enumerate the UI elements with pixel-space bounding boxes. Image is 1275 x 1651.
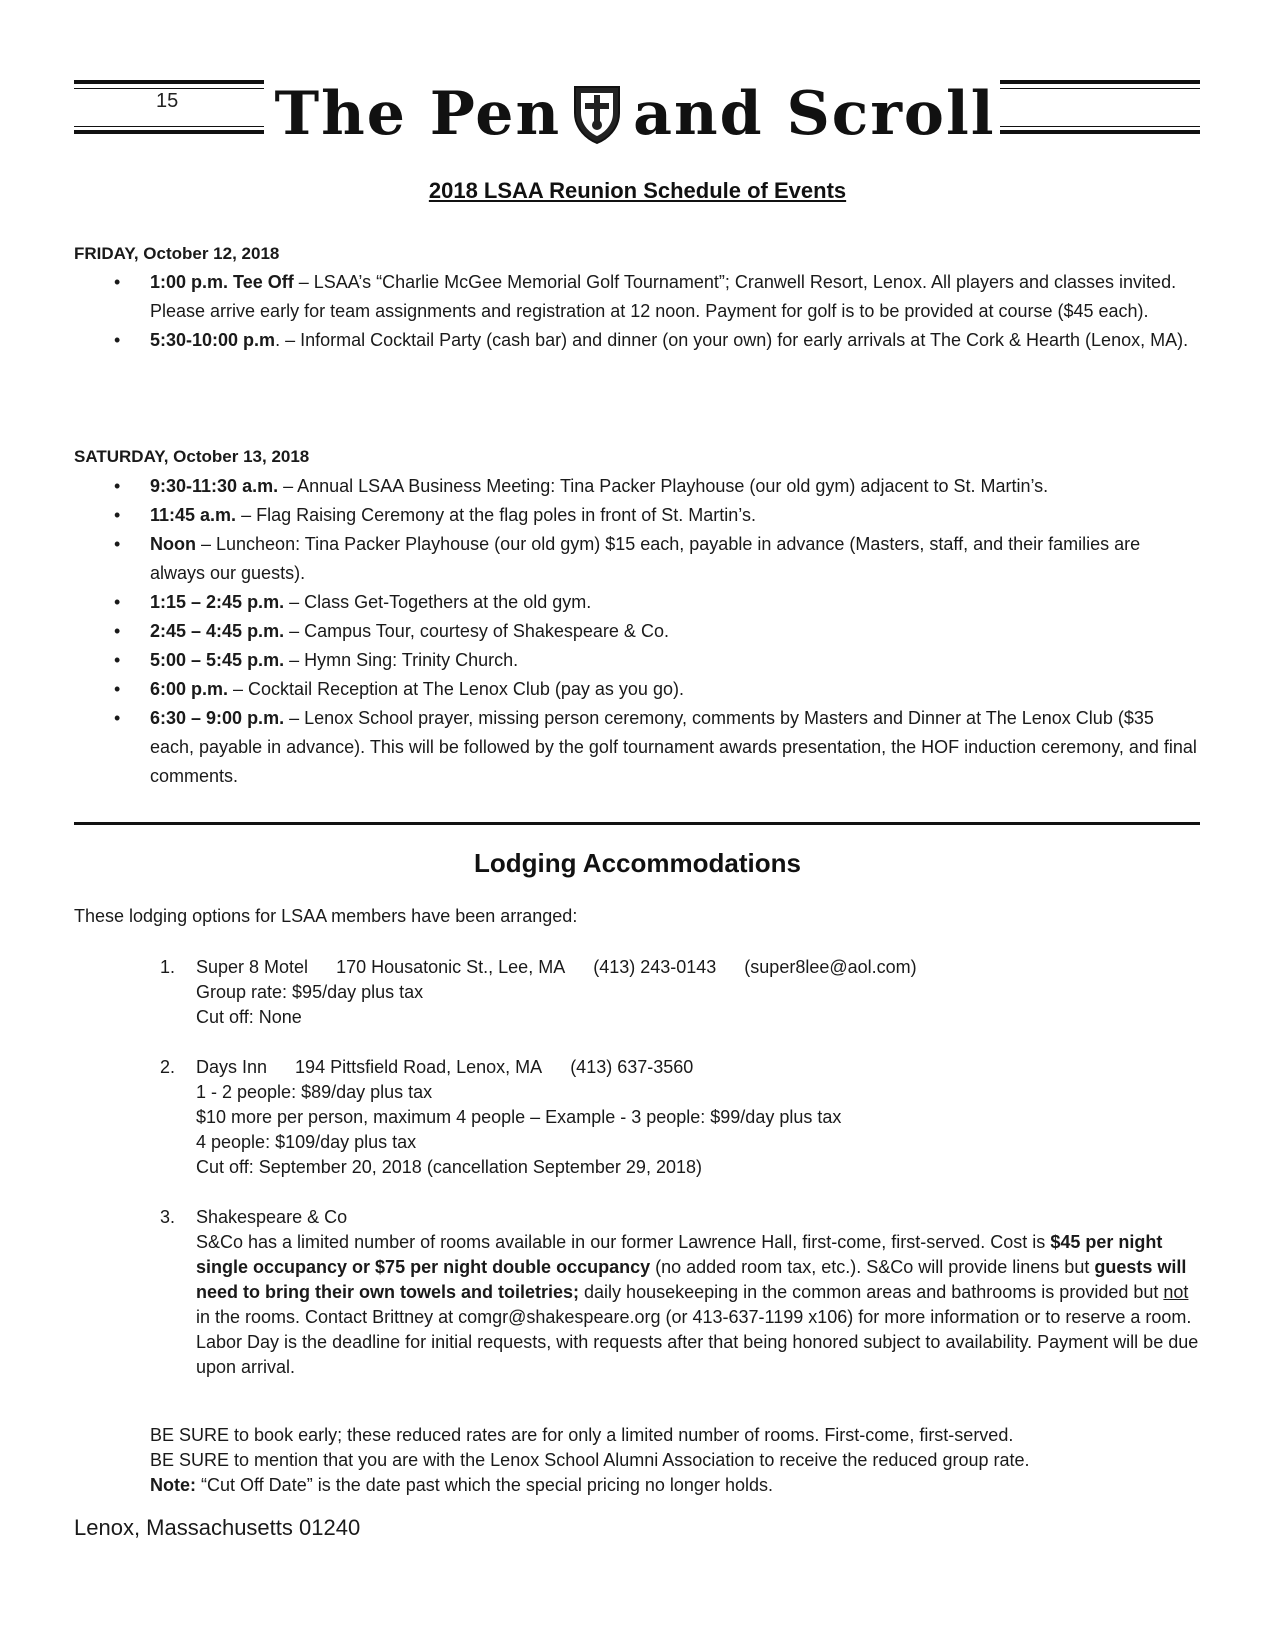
list-item: • 11:45 a.m. – Flag Raising Ceremony at the flag poles in front of St. Martin’s. (114, 505, 756, 525)
lodging-item-shakespeare: 3. Shakespeare & Co S&Co has a limited number of rooms available in our former Lawrence Hall, first-come, first-served. Cost is $45 per night single occupancy or $75 per night double occupancy (no added room tax, etc.). S&Co will provide linens but guests will need to bring their own towels and toiletries; daily housekeeping in the common areas and bathrooms is provided but not in the rooms. Contact Brittney at comgr@shakespeare.org (or 413-637-1199 x106) for more information or to reserve a room. Labor Day is the deadline for initial requests, with requests after that being honored subject to availability. Payment will be due upon arrival. (160, 1207, 1199, 1377)
page-number: 15 (156, 90, 179, 112)
masthead-title (270, 74, 1000, 154)
masthead (74, 74, 1200, 154)
heraldic-crest-icon (571, 83, 623, 145)
list-item: • 1:15 – 2:45 p.m. – Class Get-Togethers at the old gym. (114, 592, 592, 612)
friday-event-list (74, 268, 1200, 355)
saturday-heading: SATURDAY, October 13, 2018 (74, 447, 310, 466)
lodging-item-super8: 1. Super 8 Motel 170 Housatonic St., Lee, MA (413) 243-0143 (super8lee@aol.com) Group rate: $95/day plus tax Cut off: None (160, 957, 917, 1027)
list-item: • 9:30-11:30 a.m. – Annual LSAA Business Meeting: Tina Packer Playhouse (our old gym) adjacent to St. Martin’s. (114, 476, 1049, 496)
lodging-item-days-inn: 2. Days Inn 194 Pittsfield Road, Lenox, MA (413) 637-3560 1 - 2 people: $89/day plus tax $10 more per person, maximum 4 people – Example - 3 people: $99/day plus tax 4 people: $109/day plus tax Cut off: September 20, 2018 (cancellation September 29, 2018) (160, 1057, 842, 1177)
lodging-intro: These lodging options for LSAA members have been arranged: (74, 906, 578, 926)
list-item: • 1:00 p.m. Tee Off – LSAA’s “Charlie McGee Memorial Golf Tournament”; Cranwell Resort, Lenox. All players and classes invited. Please arrive early for team assignments and registration at 12 noon. Payment for golf is to be provided at course ($45 each). (114, 272, 1177, 321)
footer-address: Lenox, Massachusetts 01240 (74, 1515, 361, 1540)
list-item: • 5:30-10:00 p.m. – Informal Cocktail Party (cash bar) and dinner (on your own) for early arrivals at The Cork & Hearth (Lenox, MA). (114, 330, 1189, 350)
list-item: • 6:30 – 9:00 p.m. – Lenox School prayer, missing person ceremony, comments by Masters and Dinner at The Lenox Club ($35 each, payable in advance). This will be followed by the golf tournament awards presentation, the HOF induction ceremony, and final comments. (114, 708, 1197, 786)
list-item: • Noon – Luncheon: Tina Packer Playhouse (our old gym) $15 each, payable in advance (Masters, staff, and their families are always our guests). (114, 534, 1141, 583)
booking-notes: BE SURE to book early; these reduced rates are for only a limited number of rooms. First-come, first-served. BE SURE to mention that you are with the Lenox School Alumni Association to receive the reduced group rate. Note: “Cut Off Date” is the date past which the special pricing no longer holds. (150, 1425, 1030, 1495)
lodging-list (152, 955, 1202, 1380)
masthead-title-right: and Scroll (633, 79, 996, 149)
friday-heading: FRIDAY, October 12, 2018 (74, 244, 280, 263)
saturday-event-list (74, 472, 1200, 791)
masthead-rule-right (1000, 80, 1200, 136)
masthead-title-left: The Pen (274, 79, 562, 149)
list-item: • 5:00 – 5:45 p.m. – Hymn Sing: Trinity Church. (114, 650, 519, 670)
schedule-title: 2018 LSAA Reunion Schedule of Events (428, 178, 847, 203)
list-item: • 6:00 p.m. – Cocktail Reception at The Lenox Club (pay as you go). (114, 679, 684, 699)
list-item: • 2:45 – 4:45 p.m. – Campus Tour, courtesy of Shakespeare & Co. (114, 621, 669, 641)
lodging-title: Lodging Accommodations (474, 848, 801, 878)
section-divider (74, 822, 1200, 825)
